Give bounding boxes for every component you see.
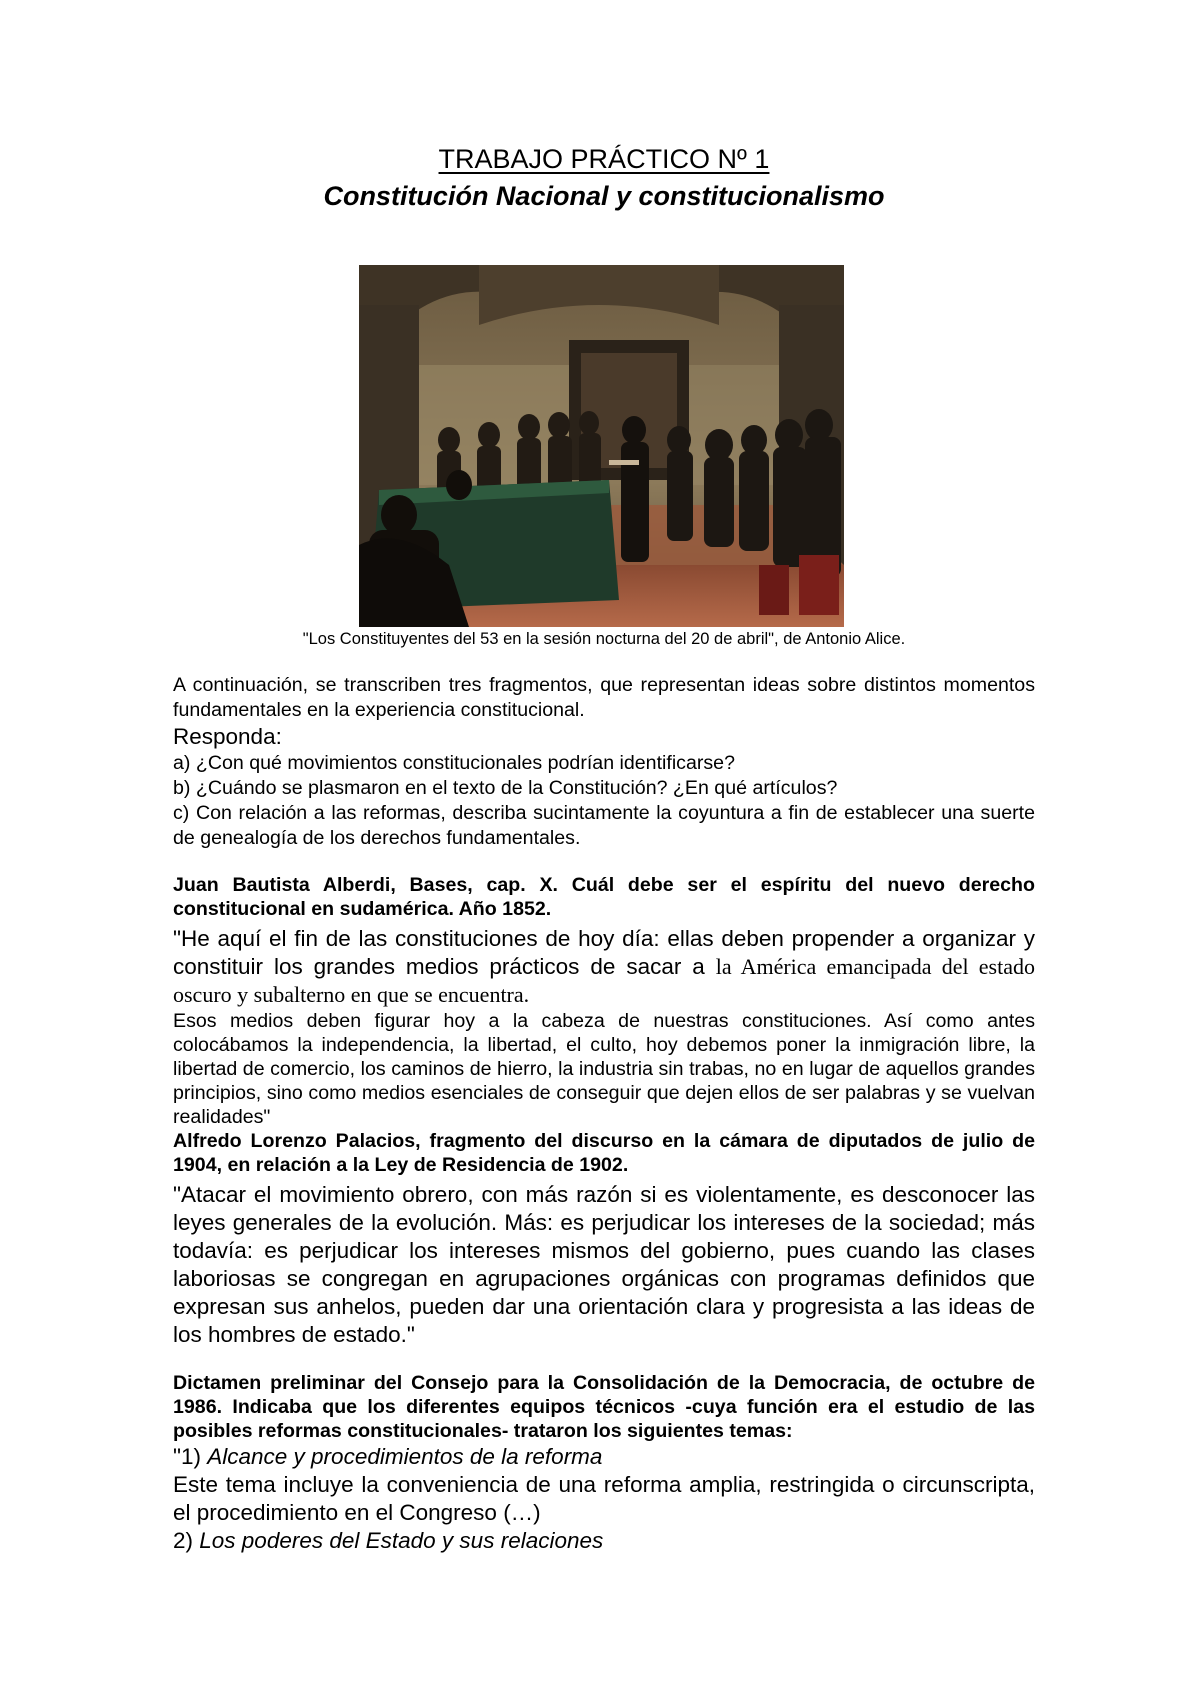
page-title: TRABAJO PRÁCTICO Nº 1 [438,144,770,174]
fragment3-item2 [173,1527,1035,1555]
painting-illustration [359,265,844,627]
intro-paragraph: A continuación, se transcriben tres fragmentos, que representan ideas sobre distintos momentos fundamentales en la experiencia constitucional. [173,674,1035,721]
fragment3-heading: Dictamen preliminar del Consejo para la Consolidación de la Democracia, de octubre de 1986. Indicaba que los diferentes equipos técnicos -cuya función era el estudio de las posibles reformas constitucionales- trataron los siguientes temas: [173,1372,1035,1442]
fragment1-heading: Juan Bautista Alberdi, Bases, cap. X. Cuál debe ser el espíritu del nuevo derecho constitucional en sudamérica. Año 1852. [173,874,1035,920]
fragment3-item1-title: Alcance y procedimientos de la reforma [207,1444,603,1469]
question-c: c) Con relación a las reformas, describa sucintamente la coyuntura a fin de establecer una suerte de genealogía de los derechos fundamentales. [173,802,1035,849]
fragment3-item2-title: Los poderes del Estado y sus relaciones [199,1528,604,1553]
fragment1-quote-rest: Esos medios deben figurar hoy a la cabeza de nuestras constituciones. Así como antes colocábamos la independencia, la libertad, el culto, hoy debemos poner la inmigración libre, la libertad de comercio, los caminos de hierro, la industria sin trabas, no en lugar de aquellos grandes principios, sino como medios esenciales de conseguir que dejen ellos de ser palabras y se vuelvan realidades" [173,1010,1035,1128]
question-b: b) ¿Cuándo se plasmaron en el texto de la Constitución? ¿En qué artículos? [173,777,838,799]
fragment2-quote: "Atacar el movimiento obrero, con más razón si es violentamente, es desconocer las leyes generales de la evolución. Más: es perjudicar los intereses de la sociedad; más todavía: es perjudicar los intereses mismos del gobierno, pues cuando las clases laboriosas se congregan en agrupaciones orgánicas con programas definidos que expresan sus anhelos, pueden dar una orientación clara y progresista a las ideas de los hombres de estado." [173,1182,1035,1347]
fragment3-item1 [173,1443,1035,1471]
fragment3-item1-text: Este tema incluye la conveniencia de una reforma amplia, restringida o circunscripta, el procedimiento en el Congreso (…) [173,1472,1035,1525]
responda-label: Responda: [173,724,282,749]
question-a: a) ¿Con qué movimientos constitucionales podrían identificarse? [173,752,735,774]
fragment2-heading: Alfredo Lorenzo Palacios, fragmento del discurso en la cámara de diputados de julio de 1904, en relación a la Ley de Residencia de 1902. [173,1130,1035,1176]
fragment1-quote-lead [173,925,1035,1009]
fragment1-quote-part1: "He aquí el fin de las constituciones de hoy día: ellas deben propender a organizar y constituir los grandes medios prácticos de sacar a [173,926,1035,979]
fragment3-item1-number: "1) [173,1444,208,1469]
fragment3-item2-number: 2) [173,1528,200,1553]
historical-painting-image [359,265,844,627]
page-subtitle: Constitución Nacional y constitucionalismo [323,181,885,211]
fragment1-quote-part2: la América emancipada del estado oscuro y subalterno en que se encuentra. [173,954,1035,1007]
document-body [173,673,1035,1555]
image-caption: "Los Constituyentes del 53 en la sesión nocturna del 20 de abril", de Antonio Alice. [302,630,906,648]
